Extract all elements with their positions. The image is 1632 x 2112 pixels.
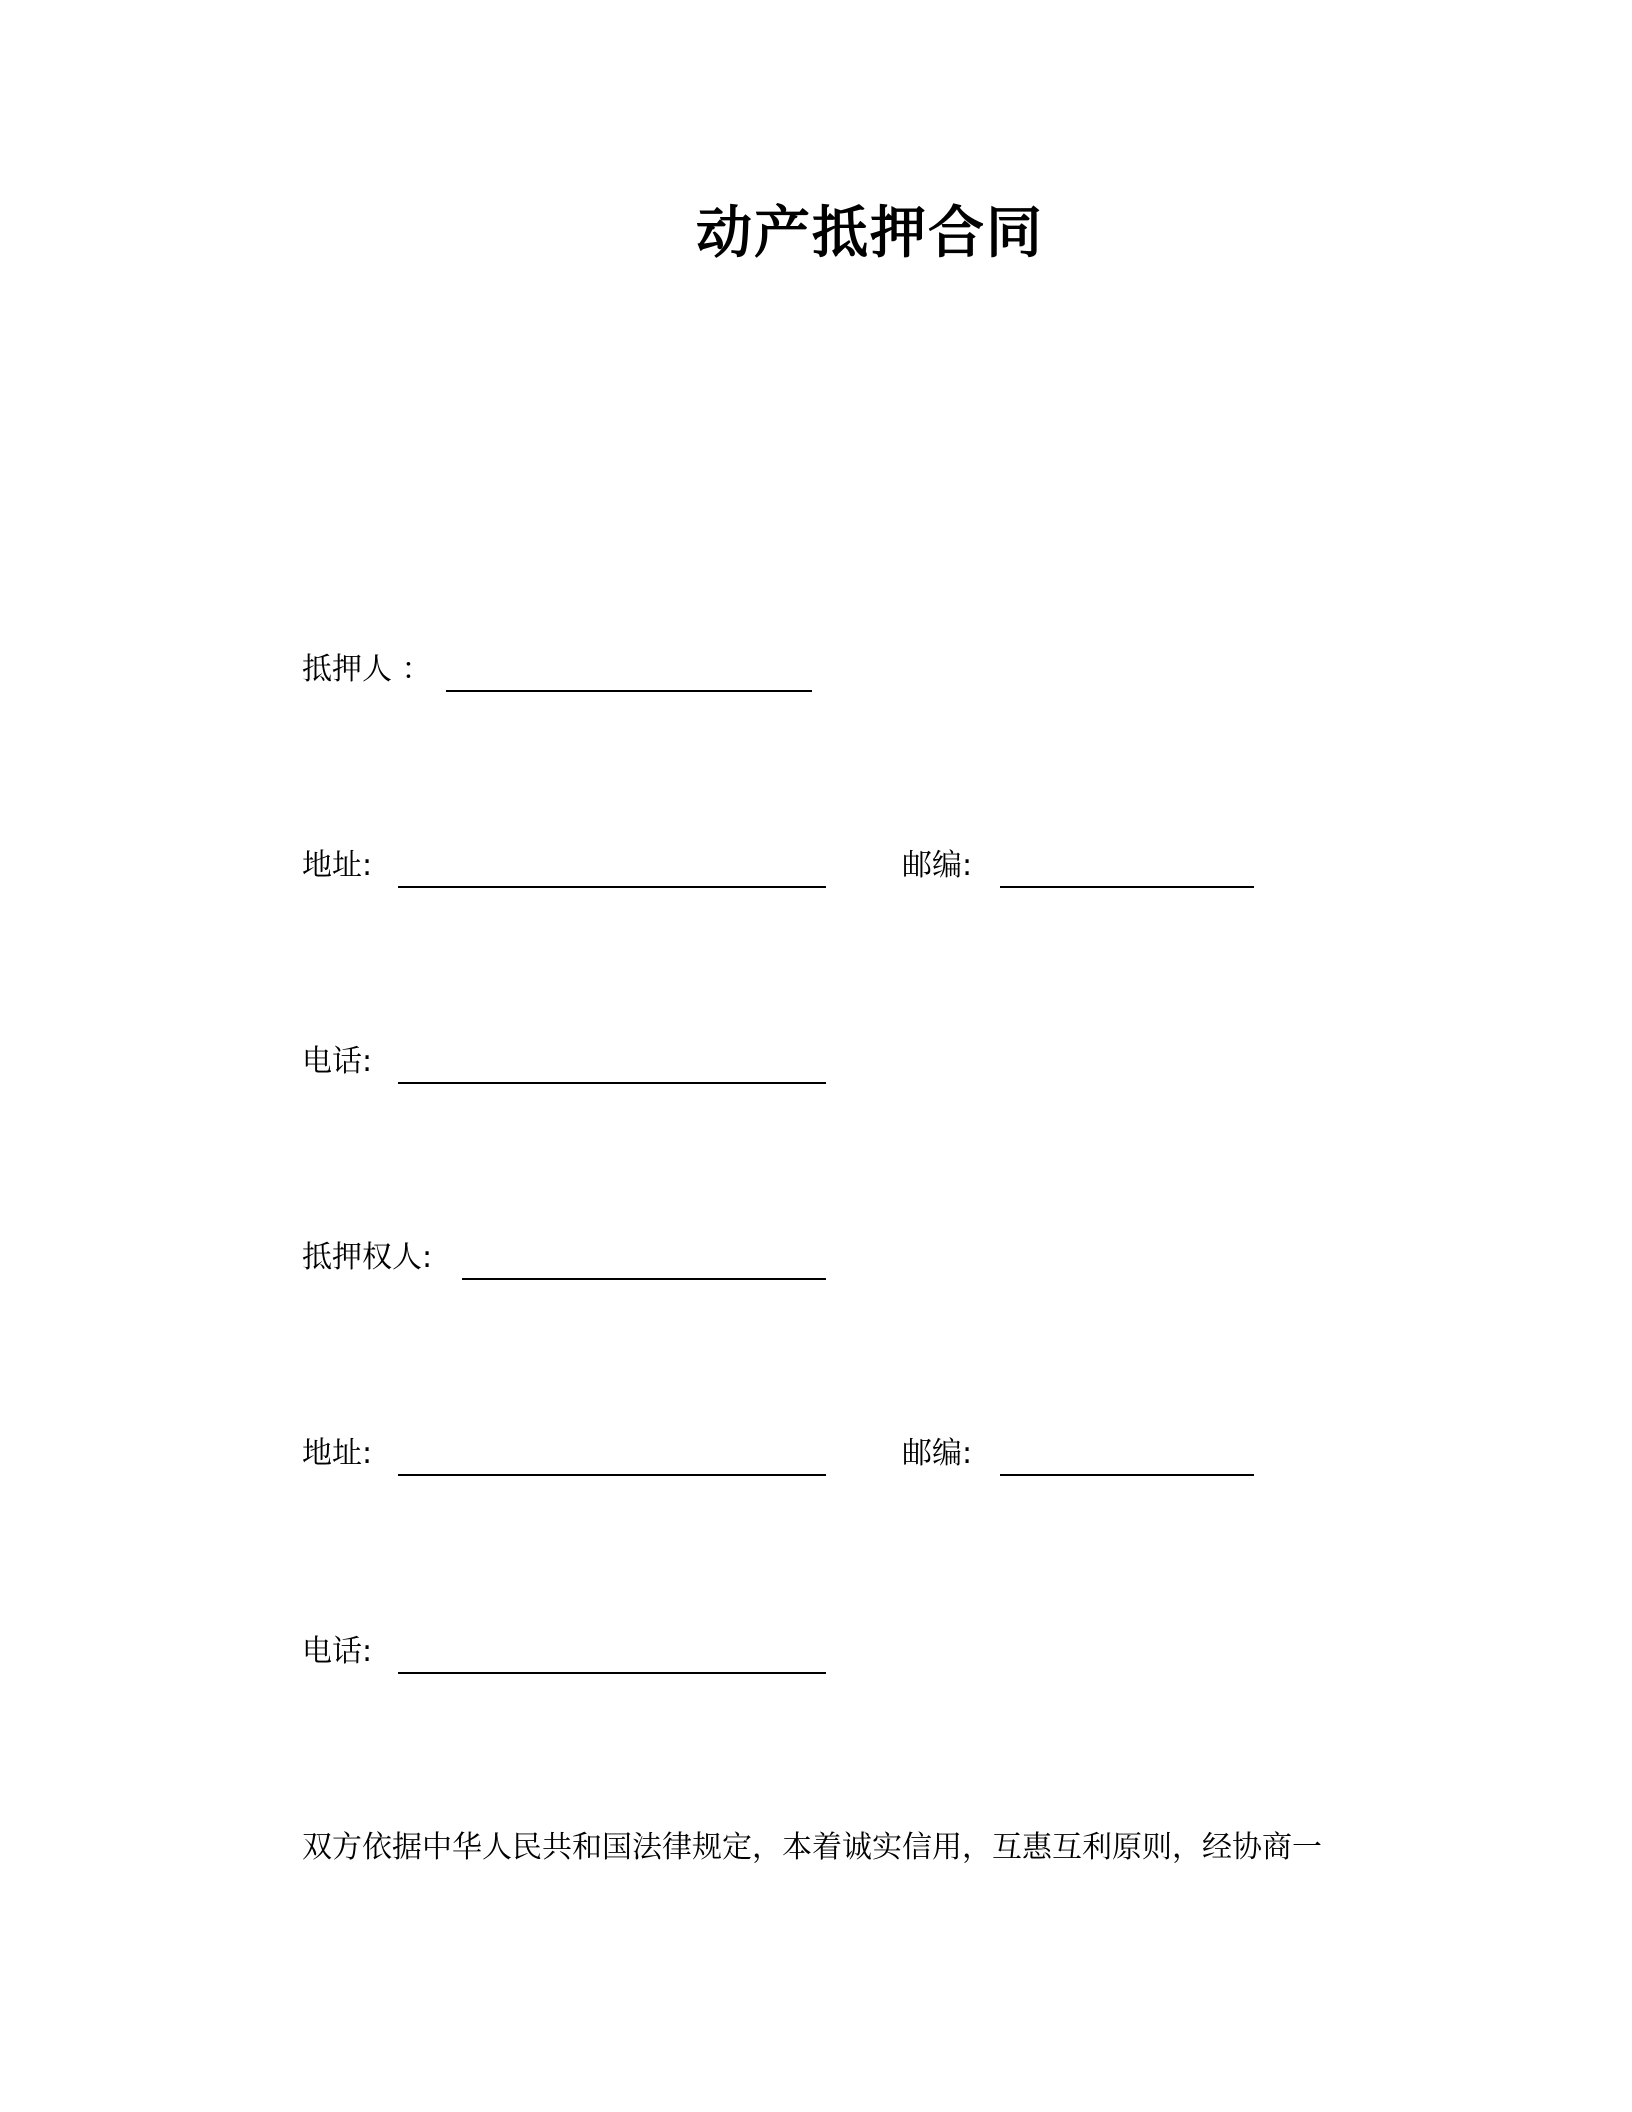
mortgagor-label: 抵押人 ： [302,652,432,687]
mortgagor-blank [446,690,812,692]
mortgagor-address-label: 地址: [302,848,373,883]
document-title: 动产抵押合同 [696,201,1044,266]
mortgagee-address-label: 地址: [302,1436,373,1471]
mortgagor-postcode-label: 邮编: [902,848,973,883]
intro-paragraph: 双方依据中华人民共和国法律规定，本着诚实信用，互惠互利原则，经协商一 [302,1830,1322,1865]
mortgagor-address-blank [398,886,826,888]
mortgagee-phone-label: 电话: [302,1634,373,1669]
mortgagee-postcode-blank [1000,1474,1254,1476]
mortgagee-address-blank [398,1474,826,1476]
mortgagor-postcode-blank [1000,886,1254,888]
mortgagee-postcode-label: 邮编: [902,1436,973,1471]
mortgagee-phone-blank [398,1672,826,1674]
mortgagor-phone-label: 电话: [302,1044,373,1079]
mortgagor-phone-blank [398,1082,826,1084]
mortgagee-label: 抵押权人: [302,1240,433,1275]
mortgagee-blank [462,1278,826,1280]
